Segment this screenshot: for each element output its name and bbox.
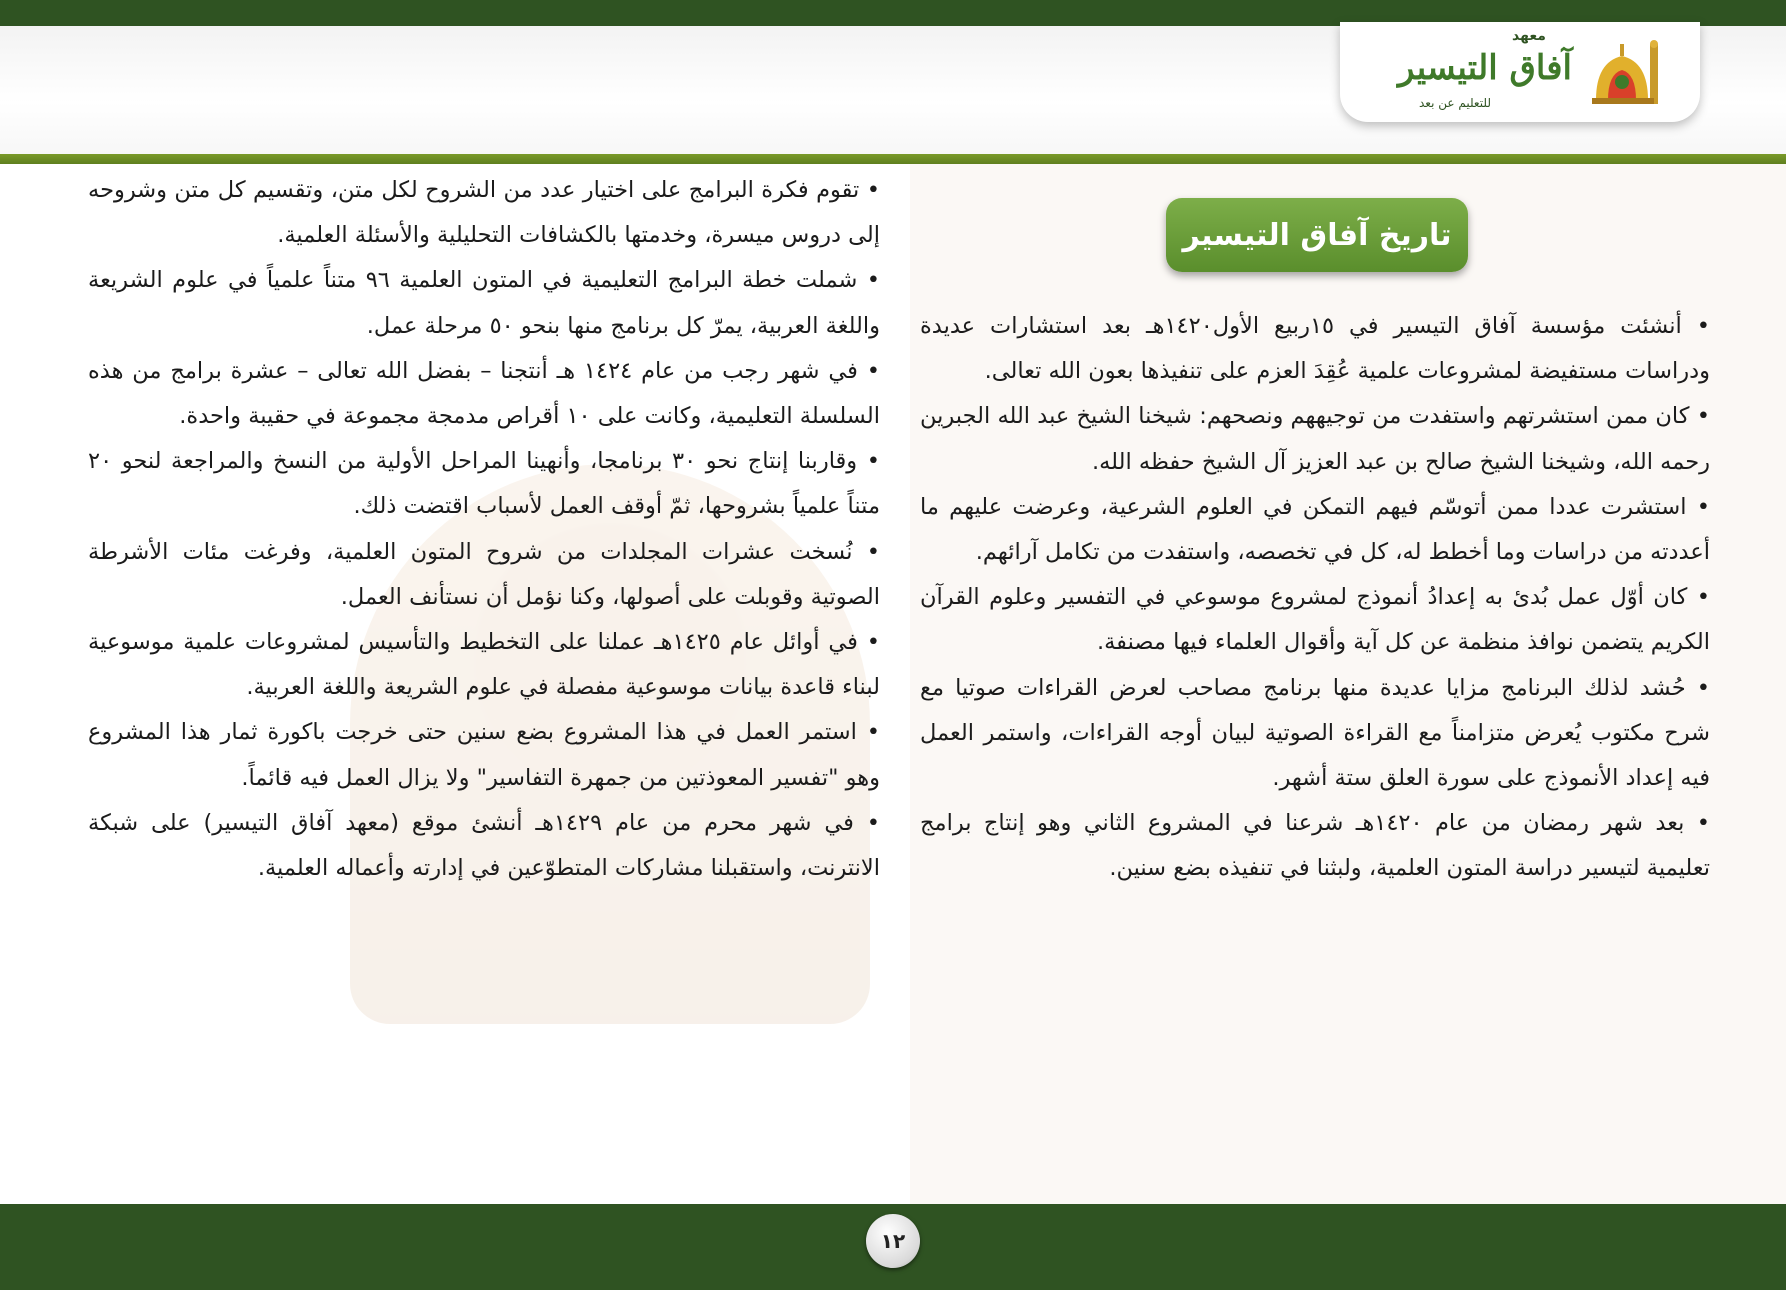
section-title: تاريخ آفاق التيسير <box>1166 198 1468 272</box>
paragraph: • حُشد لذلك البرنامج مزايا عديدة منها برنامج مصاحب لعرض القراءات صوتيا مع شرح مكتوب يُعرض متزامناً مع القراءة الصوتية لبيان أوجه القراءات، واستمر العمل فيه إعداد الأنموذج على سورة العلق ستة أشهر. <box>920 674 1710 792</box>
paragraph: • في شهر رجب من عام ١٤٢٤ هـ أنتجنا – بفضل الله تعالى – عشرة برامج من هذه السلسلة التعليمية، وكانت على ١٠ أقراص مدمجة مجموعة في حقيبة واحدة. <box>88 357 880 430</box>
logo-tagline: للتعليم عن بعد <box>1419 96 1491 110</box>
paragraph: • تقوم فكرة البرامج على اختيار عدد من الشروح لكل متن، وتقسيم كل متن وشروحه إلى دروس ميسرة، وخدمتها بالكشافات التحليلية والأسئلة العلمية. <box>88 177 880 249</box>
paragraph: • استمر العمل في هذا المشروع بضع سنين حتى خرجت باكورة ثمار هذا المشروع وهو "تفسير المعوذتين من جمهرة التفاسير" ولا يزال العمل فيه قائماً. <box>88 719 880 791</box>
right-text-column <box>920 304 1710 892</box>
institute-logo <box>1340 22 1700 122</box>
paragraph: • بعد شهر رمضان من عام ١٤٢٠هـ شرعنا في المشروع الثاني وهو إنتاج برامج تعليمية لتيسير دراسة المتون العلمية، ولبثنا في تنفيذه بضع سنين. <box>920 810 1711 882</box>
page-content <box>0 164 1786 1204</box>
paragraph: • نُسخت عشرات المجلدات من شروح المتون العلمية، وفرغت مئات الأشرطة الصوتية وقوبلت على أصولها، وكنا نؤمل أن نستأنف العمل. <box>88 538 880 610</box>
paragraph: • كان أوّل عمل بُدئ به إعدادُ أنموذج لمشروع موسوعي في التفسير وعلوم القرآن الكريم يتضمن نوافذ منظمة عن كل آية وأقوال العلماء فيها مصنفة. <box>920 584 1710 656</box>
paragraph: • استشرت عددا ممن أتوسّم فيهم التمكن في العلوم الشرعية، وعرضت عليهم ما أعددته من دراسات وما أخطط له، كل في تخصصه، واستفدت من تكامل آرائهم. <box>920 493 1710 566</box>
page-number: ١٢ <box>866 1214 920 1268</box>
logo-top-word: معهد <box>1512 28 1546 44</box>
paragraph: • كان ممن استشرتهم واستفدت من توجيههم ونصحهم: شيخنا الشيخ عبد الله الجبرين رحمه الله، وشيخنا الشيخ صالح بن عبد العزيز آل الشيخ حفظه الله. <box>920 403 1710 475</box>
paragraph: • وقاربنا إنتاج نحو ٣٠ برنامجا، وأنهينا المراحل الأولية من النسخ والمراجعة لنحو ٢٠ متناً علمياً بشروحها، ثمّ أوقف العمل لأسباب اقتضت ذلك. <box>88 448 880 520</box>
paragraph: • شملت خطة البرامج التعليمية في المتون العلمية ٩٦ متناً علمياً في علوم الشريعة واللغة العربية، يمرّ كل برنامج منها بنحو ٥٠ مرحلة عمل. <box>88 267 880 339</box>
paragraph: • في أوائل عام ١٤٢٥هـ عملنا على التخطيط والتأسيس لمشروعات علمية موسوعية لبناء قاعدة بيانات موسوعية مفصلة في علوم الشريعة واللغة العربية. <box>88 629 880 701</box>
paragraph: • في شهر محرم من عام ١٤٢٩هـ أنشئ موقع (معهد آفاق التيسير) على شبكة الانترنت، واستقبلنا مشاركات المتطوّعين في إدارته وأعماله العلمية. <box>88 809 880 882</box>
left-text-column <box>88 168 880 891</box>
logo-name: آفاق التيسير <box>1398 48 1572 88</box>
mosque-dome-icon <box>1588 38 1668 108</box>
paragraph: • أنشئت مؤسسة آفاق التيسير في ١٥ربيع الأول١٤٢٠هـ بعد استشارات عديدة ودراسات مستفيضة لمشروعات علمية عُقِدَ العزم على تنفيذها بعون الله تعالى. <box>920 313 1710 385</box>
header-rule <box>0 154 1786 164</box>
